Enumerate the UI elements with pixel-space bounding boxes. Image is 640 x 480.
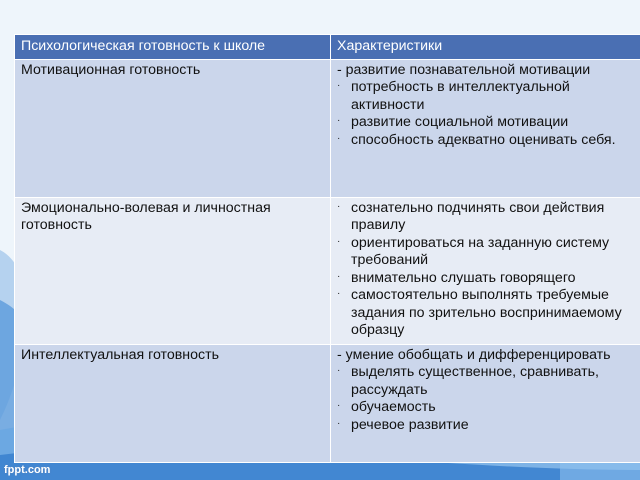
table-header-row bbox=[15, 35, 640, 60]
bullet-icon: · bbox=[337, 200, 341, 212]
characteristic-item: · самостоятельно выполнять требуемые задания по зрительно воспринимаемому образцу bbox=[337, 287, 622, 338]
characteristic-item: · внимательно слушать говорящего bbox=[337, 269, 576, 286]
characteristic-lead: - развитие познавательной мотивации bbox=[337, 61, 591, 78]
characteristic-item: · речевое развитие bbox=[337, 416, 469, 433]
characteristic-item: · выделять существенное, сравнивать, рассуждать bbox=[337, 364, 599, 398]
characteristic-item: · способность адекватно оценивать себя. bbox=[337, 131, 616, 148]
table-row bbox=[15, 344, 640, 462]
row-readiness-name: Мотивационная готовность bbox=[15, 59, 331, 197]
bullet-icon: · bbox=[337, 80, 341, 91]
bullet-icon: · bbox=[337, 400, 341, 411]
row-readiness-name: Интеллектуальная готовность bbox=[15, 344, 331, 462]
bullet-icon: · bbox=[337, 115, 341, 126]
characteristic-item: · ориентироваться на заданную систему требований bbox=[337, 234, 610, 268]
characteristic-item: · сознательно подчинять свои действия правилу bbox=[337, 199, 605, 233]
row-characteristics bbox=[331, 344, 640, 462]
watermark-logo: fppt.com bbox=[4, 464, 51, 476]
bullet-icon: · bbox=[337, 365, 341, 376]
readiness-table bbox=[14, 34, 640, 463]
row-characteristics bbox=[331, 59, 640, 197]
readiness-table-container bbox=[14, 34, 640, 463]
characteristic-item: · развитие социальной мотивации bbox=[337, 114, 569, 130]
characteristic-lead: - умение обобщать и дифференцировать bbox=[337, 346, 611, 363]
bullet-icon: · bbox=[337, 270, 341, 282]
table-row bbox=[15, 197, 640, 344]
table-row bbox=[15, 59, 640, 197]
characteristic-item: · обучаемость bbox=[337, 399, 436, 415]
bullet-icon: · bbox=[337, 235, 341, 247]
characteristic-item: · потребность в интеллектуальной активности bbox=[337, 79, 570, 113]
header-characteristics: Характеристики bbox=[331, 35, 640, 60]
row-characteristics bbox=[331, 197, 640, 344]
bullet-icon: · bbox=[337, 288, 341, 299]
header-readiness-type: Психологическая готовность к школе bbox=[15, 35, 331, 60]
bullet-icon: · bbox=[337, 132, 341, 144]
bullet-icon: · bbox=[337, 417, 341, 429]
row-readiness-name: Эмоционально-волевая и личностная готовность bbox=[15, 197, 331, 344]
